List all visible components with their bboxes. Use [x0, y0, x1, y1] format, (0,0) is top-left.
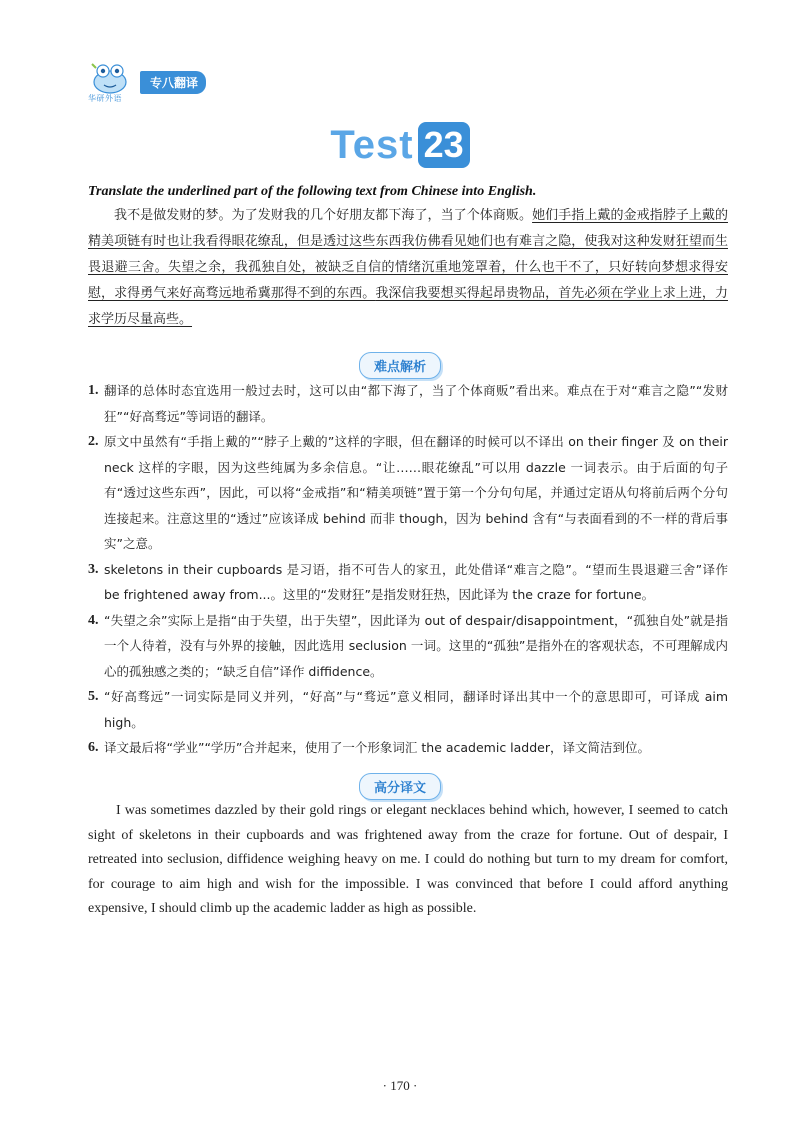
- source-text: [88, 203, 728, 333]
- list-item: [88, 608, 728, 685]
- source-paragraph: [88, 203, 728, 333]
- item-number: 3.: [88, 561, 99, 577]
- translation-text: [88, 799, 728, 922]
- title-word: Test: [330, 122, 414, 167]
- translation-paragraph: I was sometimes dazzled by their gold rings or elegant necklaces behind which, however, I seemed to catch sight of skeletons in their cupboards and was frightened away from the craze for fortune. Out of despair, I retreated into seclusion, diffidence weighing heavy on me. I could do nothing but turn to my dream for comfort, for courage to aim high and wish for the impossible. I was convinced that before I could afford anything expensive, I should climb up the academic ladder as high as possible.: [88, 803, 728, 916]
- list-item: [88, 684, 728, 735]
- source-underlined-2: 我深信我要想买得起昂贵物品，首先必须在学业上求上进，力求学历尽量高些。: [88, 286, 728, 327]
- item-text: 译文最后将“学业”“学历”合并起来，使用了一个形象词汇 the academic ladder，译文简洁到位。: [104, 740, 651, 755]
- source-plain-start: 我不是做发财的梦。为了发财我的几个好朋友都下海了，当了个体商贩。: [114, 208, 533, 223]
- page-header: [88, 62, 206, 102]
- section-tag: 专八翻译: [140, 71, 206, 94]
- logo-text: 华研外语: [88, 94, 122, 103]
- page-number: · 170 ·: [382, 1078, 418, 1093]
- analysis-list: [88, 378, 728, 761]
- item-number: 1.: [88, 383, 99, 398]
- analysis-heading-label: 难点解析: [359, 352, 441, 379]
- list-item: [88, 735, 728, 761]
- item-text: “失望之余”实际上是指“由于失望，出于失望”，因此译为 out of despair/disappointment，“孤独自处”就是指一个人待着，没有与外界的接触，因此选用 seclusion 一词。这里的“孤独”是指外在的客观状态，不可理解成内心的孤独感之类的；“缺乏自信”译作 diffidence。: [104, 612, 728, 679]
- item-number: 6.: [88, 740, 99, 755]
- item-number: 5.: [88, 689, 99, 704]
- item-text: 翻译的总体时态宜选用一般过去时，这可以由“都下海了，当了个体商贩”看出来。难点在于对“难言之隐”“发财狂”“好高骛远”等词语的翻译。: [104, 383, 728, 424]
- list-item: [88, 429, 728, 557]
- translation-heading-label: 高分译文: [359, 773, 441, 800]
- instruction: Translate the underlined part of the following text from Chinese into English.: [88, 184, 537, 199]
- item-text: “好高骛远”一词实际是同义并列，“好高”与“骛远”意义相同，翻译时译出其中一个的意思即可，可译成 aim high。: [104, 689, 728, 730]
- title-number: 23: [418, 122, 470, 168]
- page-title: [0, 122, 800, 168]
- item-number: 4.: [88, 612, 99, 628]
- item-text: skeletons in their cupboards 是习语，指不可告人的家丑，此处借译“难言之隐”。“望而生畏退避三舍”译作 be frightened away from...。这里的“发财狂”是指发财狂热，因此译为 the craze for fortune。: [104, 561, 728, 602]
- source-underlined-1: 她们手指上戴的金戒指脖子上戴的精美项链有时也让我看得眼花缭乱，但是透过这些东西我仿佛看见她们也有难言之隐，使我对这种发财狂望而生畏退避三舍。失望之余，我孤独自处，被缺乏自信的情绪沉重地笼罩着，什么也干不了，只好转向梦想求得安慰，求得勇气来好高骛远地希冀那得不到的东西。: [88, 208, 728, 301]
- analysis-heading: [0, 352, 800, 379]
- translation-heading: [0, 773, 800, 800]
- item-text: 原文中虽然有“手指上戴的”“脖子上戴的”这样的字眼，但在翻译的时候可以不译出 on their finger 及 on their neck 这样的字眼，因为这些纯属为多余信息。“让……眼花缭乱”可以用 dazzle 一词表示。由于后面的句子有“透过这些东西”，因此，可以将“金戒指”和“精美项链”置于第一个分句句尾，并通过定语从句将前后两个分句连接起来。注意这里的“透过”应该译成 behind 而非 though，因为 behind 含有“与表面看到的不一样的背后事实”之意。: [104, 434, 728, 551]
- item-number: 2.: [88, 434, 99, 449]
- list-item: [88, 557, 728, 608]
- logo: [88, 62, 134, 102]
- list-item: [88, 378, 728, 429]
- logo-mascot-icon: [88, 62, 134, 94]
